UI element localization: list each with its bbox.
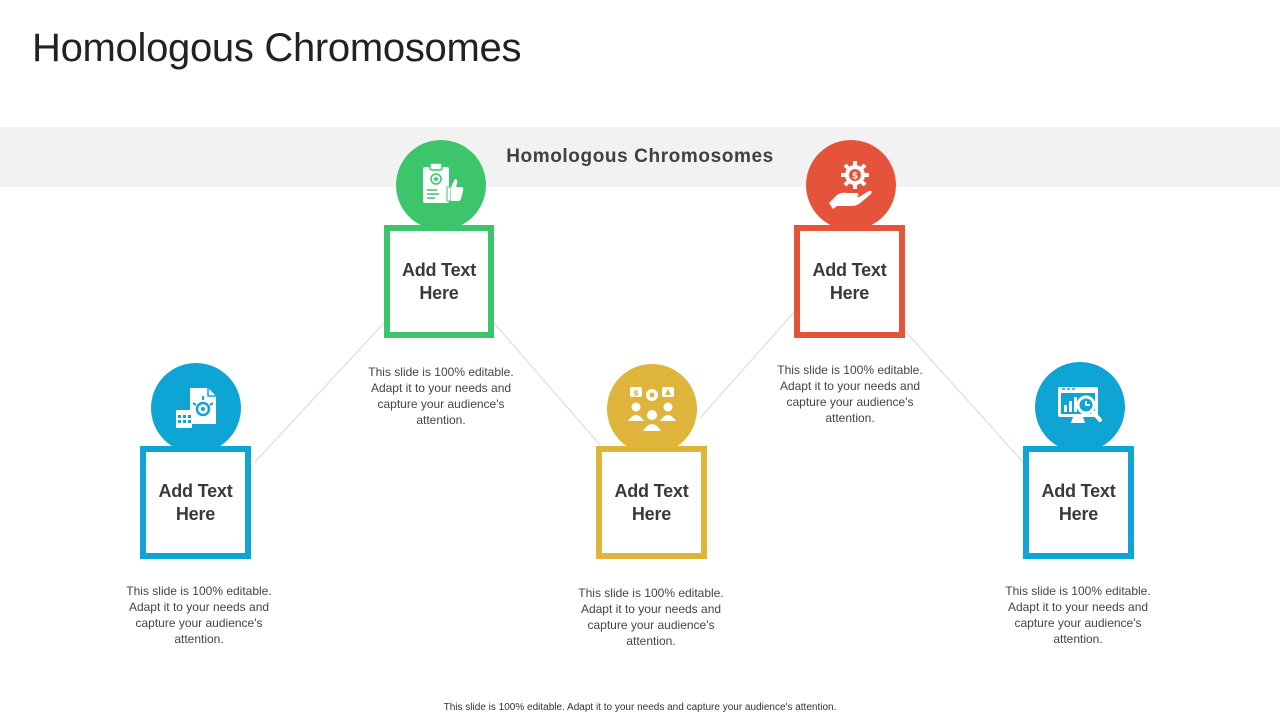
node-1-box[interactable] bbox=[140, 446, 251, 559]
node-1-description: This slide is 100% editable. Adapt it to your needs and capture your audience's attention. bbox=[126, 584, 272, 646]
hand-dollar-gear-icon bbox=[823, 157, 879, 213]
node-3-icon-circle bbox=[607, 364, 697, 454]
node-4-description: This slide is 100% editable. Adapt it to your needs and capture your audience's attention. bbox=[777, 363, 923, 425]
node-2-box[interactable] bbox=[384, 225, 494, 338]
node-3-description: This slide is 100% editable. Adapt it to your needs and capture your audience's attention. bbox=[578, 586, 724, 648]
node-5-box[interactable] bbox=[1023, 446, 1134, 559]
node-2-label: Add Text Here bbox=[401, 259, 477, 303]
footer-note: This slide is 100% editable. Adapt it to your needs and capture your audience's attention. bbox=[443, 702, 837, 713]
node-5-description: This slide is 100% editable. Adapt it to your needs and capture your audience's attention. bbox=[1005, 584, 1151, 646]
node-4-box[interactable] bbox=[794, 225, 905, 338]
node-5-label: Add Text Here bbox=[1041, 480, 1116, 524]
monitor-analytics-icon bbox=[1052, 379, 1108, 435]
clipboard-thumbs-up-icon bbox=[413, 157, 469, 213]
node-3-label: Add Text Here bbox=[614, 480, 689, 524]
team-ideas-icon bbox=[624, 381, 680, 437]
connector-line bbox=[255, 323, 384, 462]
band-title: Homologous Chromosomes bbox=[506, 146, 774, 167]
node-2-icon-circle bbox=[396, 140, 486, 230]
node-4-label: Add Text Here bbox=[812, 259, 887, 303]
node-1-label: Add Text Here bbox=[158, 480, 233, 524]
node-5-icon-circle bbox=[1035, 362, 1125, 452]
node-1-icon-circle bbox=[151, 363, 241, 453]
node-4-icon-circle bbox=[806, 140, 896, 230]
page-title: Homologous Chromosomes bbox=[32, 26, 522, 70]
svg-text:$: $ bbox=[851, 171, 859, 182]
svg-text:$: $ bbox=[633, 388, 639, 398]
calendar-gear-document-icon bbox=[168, 380, 224, 436]
node-2-description: This slide is 100% editable. Adapt it to your needs and capture your audience's attention. bbox=[368, 365, 514, 427]
node-3-box[interactable] bbox=[596, 446, 707, 559]
